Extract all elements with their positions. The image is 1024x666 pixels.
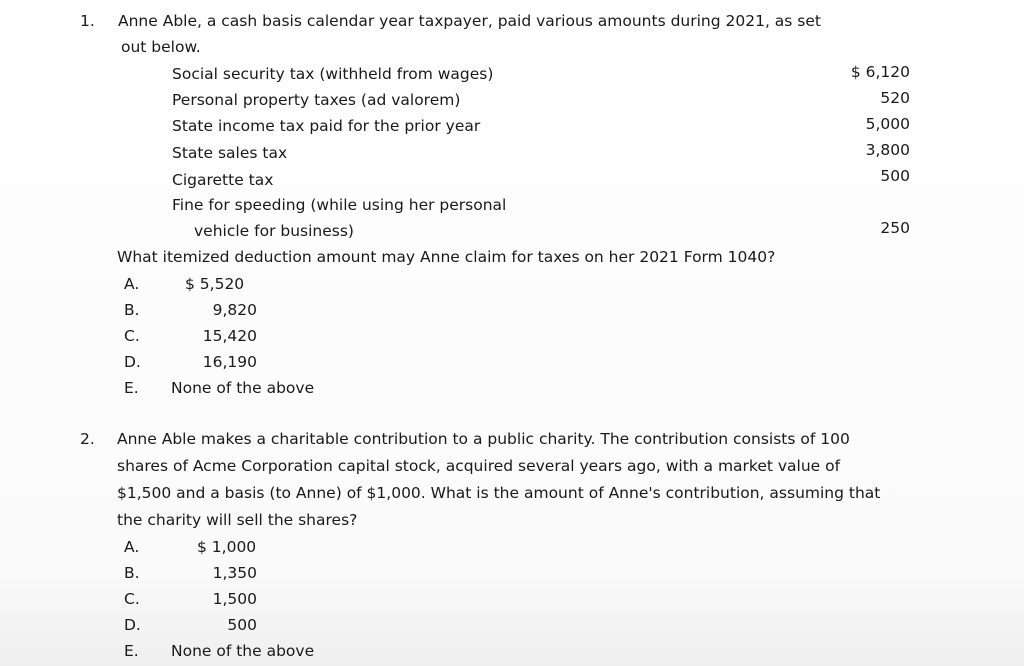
tax-item-amount: 500 [880, 167, 910, 185]
option-letter: A. [124, 275, 140, 293]
option-letter: D. [124, 353, 141, 371]
option-value: 15,420 [202, 327, 257, 345]
tax-item-amount: 250 [880, 219, 910, 237]
question-number: 1. [80, 12, 95, 30]
question-stem-line: Anne Able makes a charitable contribution to a public charity. The contribution consists of 100 [117, 430, 850, 448]
tax-item-amount: 3,800 [865, 141, 910, 159]
tax-item-label: Cigarette tax [172, 171, 274, 189]
option-letter: A. [124, 538, 140, 556]
option-value: 16,190 [202, 353, 257, 371]
tax-item-amount: $ 6,120 [850, 63, 910, 81]
tax-item-label: State income tax paid for the prior year [172, 117, 481, 135]
tax-item-label: State sales tax [172, 144, 288, 162]
option-letter: D. [124, 616, 141, 634]
option-value: 1,350 [212, 564, 257, 582]
tax-item-label: Social security tax (withheld from wages) [172, 65, 494, 83]
option-value: 500 [227, 616, 257, 634]
question-stem-line: the charity will sell the shares? [117, 511, 358, 529]
tax-item-amount: 520 [880, 89, 910, 107]
option-value: None of the above [171, 379, 315, 397]
question-stem-line: shares of Acme Corporation capital stock, acquired several years ago, with a market value of [117, 457, 841, 475]
question-stem-line: $1,500 and a basis (to Anne) of $1,000. What is the amount of Anne's contribution, assuming that [117, 484, 881, 502]
option-letter: C. [124, 327, 140, 345]
question-stem-line: out below. [121, 38, 201, 56]
option-letter: E. [124, 379, 139, 397]
tax-item-label: Personal property taxes (ad valorem) [172, 91, 461, 109]
tax-item-label: vehicle for business) [194, 222, 354, 240]
option-letter: B. [124, 301, 140, 319]
tax-item-label: Fine for speeding (while using her personal [172, 196, 507, 214]
option-value: 1,500 [212, 590, 257, 608]
question-number: 2. [80, 430, 95, 448]
option-letter: C. [124, 590, 140, 608]
option-value: $ 5,520 [185, 275, 245, 293]
option-letter: B. [124, 564, 140, 582]
question-stem-line: Anne Able, a cash basis calendar year taxpayer, paid various amounts during 2021, as set [118, 12, 821, 30]
option-letter: E. [124, 642, 139, 660]
question-prompt: What itemized deduction amount may Anne claim for taxes on her 2021 Form 1040? [117, 248, 776, 266]
option-value: 9,820 [212, 301, 257, 319]
option-value: $ 1,000 [197, 538, 257, 556]
tax-item-amount: 5,000 [865, 115, 910, 133]
option-value: None of the above [171, 642, 315, 660]
